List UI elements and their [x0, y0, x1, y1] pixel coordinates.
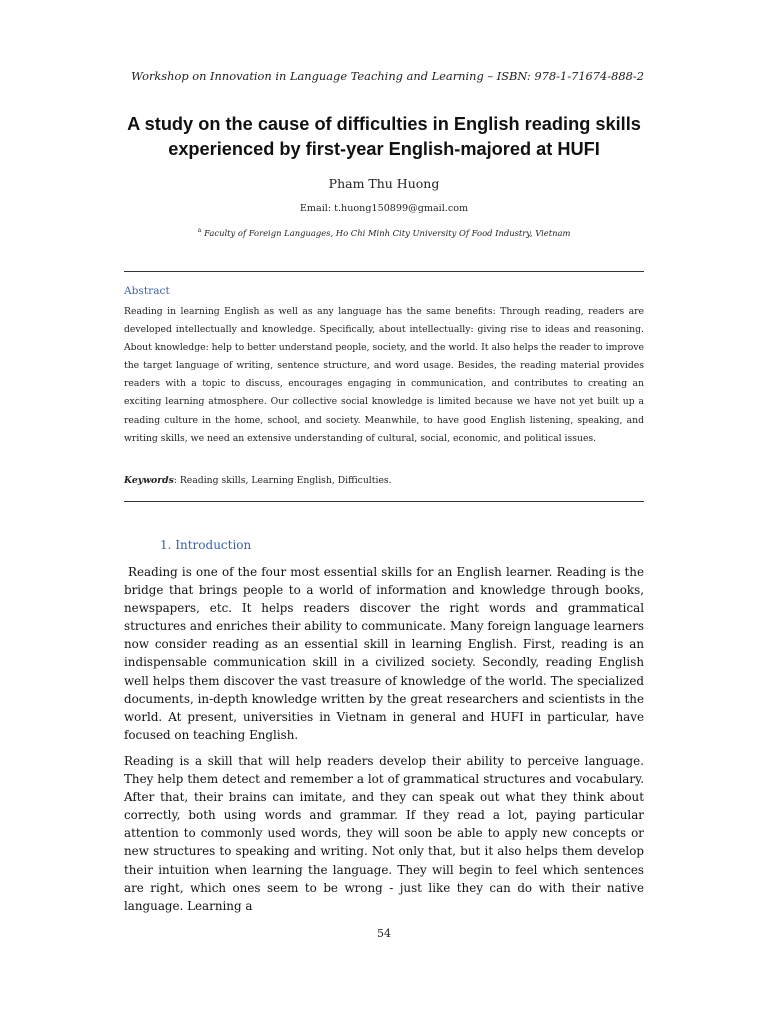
affiliation-marker: a [197, 227, 202, 234]
body-paragraph: Reading is a skill that will help readers develop their ability to perceive language. They help them detect and remember a lot of grammatical structures and vocabulary. After that, their brains can imitate, and they can speak out what they think about correctly, both using words and grammar. If they read a lot, paying particular attention to commonly used words, they will soon be able to apply new concepts or new structures to speaking and writing. Not only that, but it also helps them develop their intuition when learning the language. They will begin to feel which sentences are right, which ones seem to be wrong - just like they can do with their native language. Learning a [124, 754, 644, 913]
keywords-line [124, 475, 644, 486]
abstract-bottom-rule [124, 501, 644, 502]
abstract-top-rule [124, 271, 644, 272]
paper-title: A study on the cause of difficulties in English reading skills experienced by first-year English-majored at HUFI [127, 114, 641, 159]
keywords-label: Keywords [124, 475, 174, 486]
author-name: Pham Thu Huong [328, 176, 440, 191]
page-number: 54 [377, 927, 391, 940]
abstract-body: Reading in learning English as well as any language has the same benefits: Through reading, readers are developed intellectually and knowledge. Specifically, about intellectually: giving rise to ideas and reasoning. About knowledge: help to better understand people, society, and the world. It also helps the reader to improve the target language of writing, sentence structure, and word usage. Besides, the reading material provides readers with a topic to discuss, encourages engaging in communication, and contributes to creating an exciting learning atmosphere. Our collective social knowledge is limited because we have not yet built up a reading culture in the home, school, and society. Meanwhile, to have good English listening, speaking, and writing skills, we need an extensive understanding of cultural, social, economic, and political issues. [124, 306, 644, 444]
affiliation-text: Faculty of Foreign Languages, Ho Chi Minh City University Of Food Industry, Vietnam [204, 227, 571, 238]
abstract-heading: Abstract [124, 285, 170, 297]
running-header: Workshop on Innovation in Language Teaching and Learning – ISBN: 978-1-71674-888-2 [131, 69, 644, 83]
author-affiliation [124, 227, 644, 238]
author-email: Email: t.huong150899@gmail.com [299, 203, 469, 214]
section-heading-introduction: 1. Introduction [160, 538, 252, 552]
keywords-text: : Reading skills, Learning English, Difficulties. [173, 475, 392, 486]
body-paragraph: Reading is one of the four most essential skills for an English learner. Reading is the bridge that brings people to a world of information and knowledge through books, newspapers, etc. It helps readers discover the right words and grammatical structures and enriches their ability to communicate. Many foreign language learners now consider reading as an essential skill in learning English. First, reading is an indispensable communication skill in a civilized society. Secondly, reading English well helps them discover the vast treasure of knowledge of the world. The specialized documents, in-depth knowledge written by the great researchers and scientists in the world. At present, universities in Vietnam in general and HUFI in particular, have focused on teaching English. [124, 565, 644, 742]
